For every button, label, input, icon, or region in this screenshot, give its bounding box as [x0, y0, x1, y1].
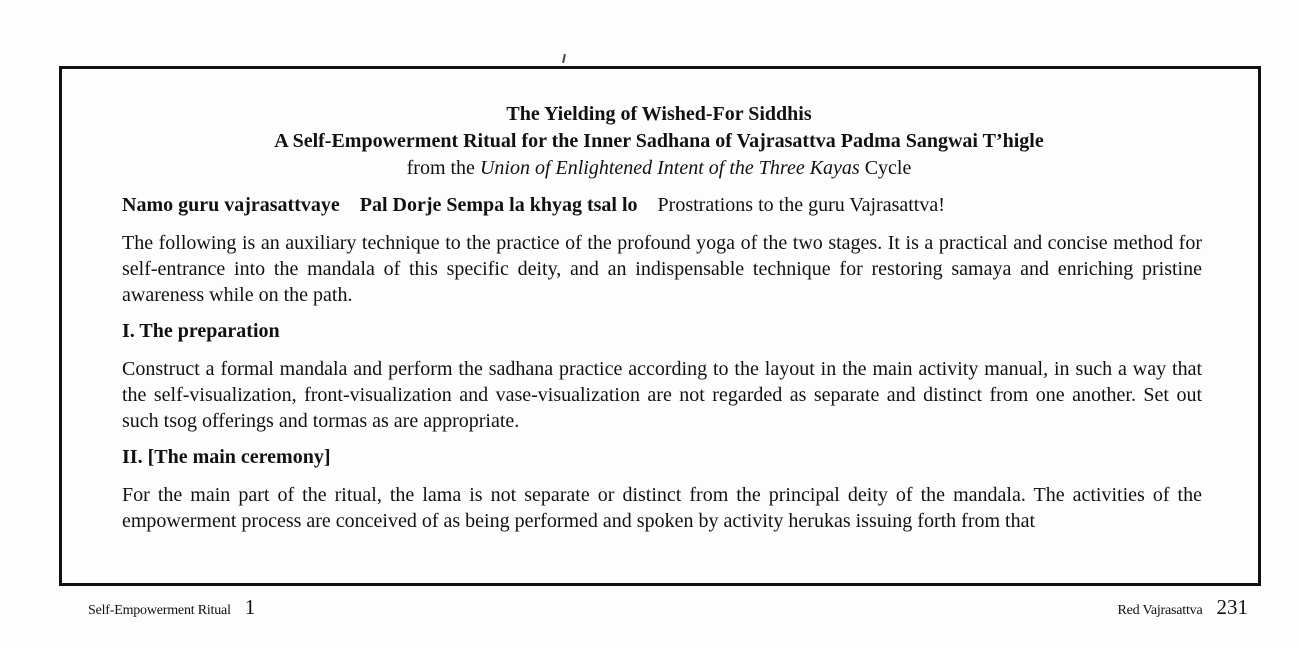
- footer-right-label: Red Vajrasattva: [1117, 603, 1203, 618]
- title-line-3-prefix: from the: [406, 157, 480, 179]
- frame-content: [122, 101, 1202, 534]
- title-line-3: [116, 155, 1202, 182]
- homage-translation: Prostrations to the guru Vajrasattva!: [657, 194, 945, 216]
- mantra-tibetan: Pal Dorje Sempa la khyag tsal lo: [359, 194, 638, 216]
- mantra-sanskrit: Namo guru vajrasattvaye: [122, 194, 340, 216]
- section-1-heading: I. The preparation: [122, 320, 280, 342]
- title-line-3-suffix: Cycle: [859, 157, 912, 179]
- footer-left: [88, 595, 255, 620]
- opening-homage: [122, 192, 1202, 218]
- title-line-1: The Yielding of Wished-For Siddhis: [506, 103, 812, 125]
- section-2-text: For the main part of the ritual, the lama is not separate or distinct from the principal deity of the mandala. The activities of the empowerment process are conceived of as being performed and spoken by activity herukas issuing forth from that: [122, 484, 1202, 532]
- footer-right: [1118, 595, 1249, 620]
- section-1-text: Construct a formal mandala and perform the sadhana practice according to the layout in the main activity manual, in such a way that the self-visualization, front-visualization and vase-visualization are not regarded as separate and distinct from one another. Set out such tsog offerings and tormas as are appropriate.: [122, 358, 1202, 432]
- section-2-heading: II. [The main ceremony]: [122, 446, 331, 468]
- intro-paragraph: The following is an auxiliary technique to the practice of the profound yoga of the two stages. It is a practical and concise method for self-entrance into the mandala of this specific deity, and an indispensable technique for restoring samaya and enriching pristine awareness while on the path.: [122, 232, 1202, 306]
- title-block: [116, 101, 1202, 182]
- text-frame: [59, 66, 1261, 586]
- title-line-3-italic: Union of Enlightened Intent of the Three Kayas: [479, 157, 860, 179]
- footer-right-page-number: 231: [1216, 595, 1248, 619]
- stray-pen-mark: [562, 54, 566, 63]
- title-line-2: A Self-Empowerment Ritual for the Inner Sadhana of Vajrasattva Padma Sangwai T’higle: [274, 130, 1044, 152]
- footer-left-page-number: 1: [244, 595, 256, 619]
- footer-left-label: Self-Empowerment Ritual: [88, 603, 231, 618]
